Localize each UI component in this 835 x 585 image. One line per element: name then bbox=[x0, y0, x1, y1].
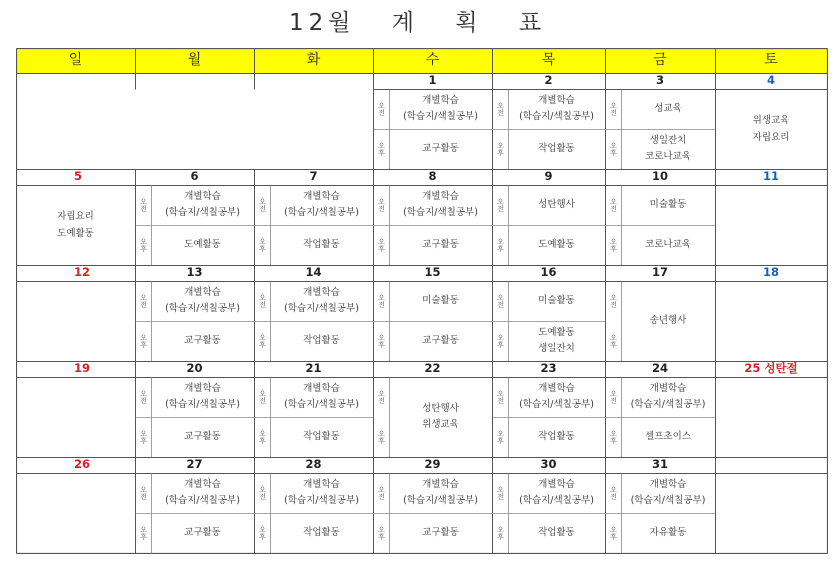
activity-text: 미술활동 bbox=[649, 199, 687, 210]
slot-tag-label: 오후 bbox=[258, 334, 267, 348]
slot-tag-label: 오전 bbox=[496, 294, 505, 308]
slot-tag-label: 오후 bbox=[609, 238, 618, 252]
slot-tag-label: 오후 bbox=[377, 142, 386, 156]
activity-text: 생일잔치 bbox=[538, 343, 575, 354]
page-title bbox=[0, 4, 835, 37]
activity-text: (학습지/색칠공부) bbox=[284, 399, 359, 410]
activity-text: (학습지/색칠공부) bbox=[630, 495, 706, 506]
title-word-3: 표 bbox=[518, 10, 547, 36]
activity-text: 도예활동 bbox=[57, 228, 94, 239]
slot-tag-label: 오전 bbox=[496, 198, 505, 212]
slot-tag-label: 오후 bbox=[377, 526, 386, 540]
activity-text: 교구활동 bbox=[184, 335, 221, 346]
activity-text: 개별학습 bbox=[422, 191, 459, 202]
day-number: 2 bbox=[544, 73, 553, 87]
activity-text: 교구활동 bbox=[422, 143, 459, 154]
slot-tag-label: 오후 bbox=[139, 334, 148, 348]
day-number: 29 bbox=[424, 457, 441, 471]
day-number: 10 bbox=[651, 169, 668, 183]
slot-tag-label: 오후 bbox=[139, 238, 148, 252]
activity-text: 개별학습 bbox=[303, 191, 340, 202]
activity-text: (학습지/색칠공부) bbox=[284, 207, 359, 218]
weekday-header: 토 bbox=[715, 48, 827, 73]
activity-text: (학습지/색칠공부) bbox=[403, 495, 478, 506]
activity-text: 작업활동 bbox=[303, 239, 340, 250]
activity-text: 작업활동 bbox=[538, 143, 575, 154]
slot-tag-label: 오전 bbox=[139, 198, 148, 212]
slot-tag-label: 오후 bbox=[258, 238, 267, 252]
activity-text: 개별학습 bbox=[184, 383, 221, 394]
activity-text: 개별학습 bbox=[184, 191, 221, 202]
activity-text: 도예활동 bbox=[538, 327, 575, 338]
activity-text: (학습지/색칠공부) bbox=[165, 207, 240, 218]
slot-tag-label: 오후 bbox=[496, 526, 505, 540]
activity-text: 작업활동 bbox=[538, 431, 575, 442]
slot-tag-label: 오전 bbox=[609, 198, 618, 212]
slot-tag-label: 오전 bbox=[258, 486, 267, 500]
activity-text: 생일잔치 bbox=[649, 135, 687, 146]
day-number: 31 bbox=[651, 457, 668, 471]
activity-text: 도예활동 bbox=[538, 239, 575, 250]
slot-tag-label: 오전 bbox=[609, 486, 618, 500]
day-number: 30 bbox=[540, 457, 557, 471]
activity-text: 개별학습 bbox=[538, 95, 575, 106]
slot-tag-label: 오후 bbox=[377, 238, 386, 252]
activity-text: 개별학습 bbox=[303, 287, 340, 298]
day-number: 20 bbox=[186, 361, 203, 375]
activity-text: (학습지/색칠공부) bbox=[165, 495, 240, 506]
activity-text: (학습지/색칠공부) bbox=[519, 111, 594, 122]
activity-text: 개별학습 bbox=[303, 479, 340, 490]
slot-tag-label: 오전 bbox=[609, 390, 618, 404]
day-number: 23 bbox=[540, 361, 557, 375]
activity-text: (학습지/색칠공부) bbox=[403, 111, 478, 122]
day-number: 22 bbox=[424, 361, 441, 375]
weekday-header: 월 bbox=[135, 48, 254, 73]
activity-text: 작업활동 bbox=[303, 335, 340, 346]
slot-tag-label: 오후 bbox=[258, 526, 267, 540]
activity-text: 개별학습 bbox=[649, 479, 687, 490]
activity-text: 개별학습 bbox=[422, 479, 459, 490]
activity-text: 자립요리 bbox=[752, 132, 790, 143]
slot-tag-label: 오후 bbox=[609, 142, 618, 156]
activity-text: 성탄행사 bbox=[422, 403, 459, 414]
title-month: 12월 bbox=[288, 10, 356, 36]
day-number: 17 bbox=[651, 265, 668, 279]
slot-tag-label: 오전 bbox=[496, 102, 505, 116]
weekday-header: 목 bbox=[492, 48, 605, 73]
activity-text: 교구활동 bbox=[422, 335, 459, 346]
activity-text: 개별학습 bbox=[184, 287, 221, 298]
slot-tag-label: 오후 bbox=[377, 334, 386, 348]
slot-tag-label: 오후 bbox=[609, 526, 618, 540]
day-number: 18 bbox=[762, 265, 779, 279]
slot-tag-label: 오후 bbox=[258, 430, 267, 444]
slot-tag-label: 오전 bbox=[496, 390, 505, 404]
activity-text: 개별학습 bbox=[538, 479, 575, 490]
day-number: 24 bbox=[651, 361, 668, 375]
activity-text: 도예활동 bbox=[184, 239, 221, 250]
activity-text: 코로나교육 bbox=[645, 239, 691, 250]
activity-text: 미술활동 bbox=[422, 295, 459, 306]
slot-tag-label: 오전 bbox=[258, 294, 267, 308]
activity-text: (학습지/색칠공부) bbox=[519, 495, 594, 506]
activity-text: (학습지/색칠공부) bbox=[165, 399, 240, 410]
day-number: 1 bbox=[428, 73, 437, 87]
day-number: 6 bbox=[190, 169, 199, 183]
activity-text: (학습지/색칠공부) bbox=[403, 207, 478, 218]
activity-text: 셀프초이스 bbox=[645, 431, 691, 442]
slot-tag-label: 오전 bbox=[258, 390, 267, 404]
day-number: 19 bbox=[74, 361, 91, 375]
activity-text: 위생교육 bbox=[422, 419, 459, 430]
activity-text: (학습지/색칠공부) bbox=[165, 303, 240, 314]
slot-tag-label: 오전 bbox=[258, 198, 267, 212]
activity-text: 코로나교육 bbox=[645, 151, 691, 162]
activity-text: 교구활동 bbox=[422, 239, 459, 250]
activity-text: 자유활동 bbox=[649, 527, 687, 538]
day-number: 26 bbox=[74, 457, 91, 471]
day-number: 3 bbox=[655, 73, 664, 87]
activity-text: (학습지/색칠공부) bbox=[284, 303, 359, 314]
activity-text: 위생교육 bbox=[752, 115, 790, 126]
day-number: 27 bbox=[186, 457, 203, 471]
day-number: 13 bbox=[186, 265, 203, 279]
day-number: 11 bbox=[762, 169, 779, 183]
activity-text: 자립요리 bbox=[57, 211, 94, 222]
activity-text: (학습지/색칠공부) bbox=[519, 399, 594, 410]
activity-text: 교구활동 bbox=[184, 431, 221, 442]
activity-text: 교구활동 bbox=[422, 527, 459, 538]
weekday-header: 화 bbox=[254, 48, 373, 73]
activity-text: 개별학습 bbox=[538, 383, 575, 394]
activity-text: (학습지/색칠공부) bbox=[284, 495, 359, 506]
day-number: 8 bbox=[428, 169, 437, 183]
day-number: 28 bbox=[305, 457, 322, 471]
slot-tag-label: 오후 bbox=[139, 430, 148, 444]
activity-text: 미술활동 bbox=[538, 295, 575, 306]
weekday-header: 수 bbox=[373, 48, 492, 73]
activity-text: 개별학습 bbox=[184, 479, 221, 490]
slot-tag-label: 오후 bbox=[139, 526, 148, 540]
activity-text: 개별학습 bbox=[422, 95, 459, 106]
slot-tag-label: 오후 bbox=[377, 430, 386, 444]
activity-text: 개별학습 bbox=[303, 383, 340, 394]
slot-tag-label: 오전 bbox=[496, 486, 505, 500]
slot-tag-label: 오전 bbox=[139, 390, 148, 404]
slot-tag-label: 오전 bbox=[377, 294, 386, 308]
activity-text: 성탄행사 bbox=[538, 199, 575, 210]
slot-tag-label: 오전 bbox=[139, 294, 148, 308]
activity-text: 성교육 bbox=[654, 103, 682, 114]
day-number: 25 성탄절 bbox=[744, 361, 798, 375]
activity-text: 작업활동 bbox=[538, 527, 575, 538]
slot-tag-label: 오전 bbox=[609, 102, 618, 116]
day-number: 4 bbox=[766, 73, 775, 87]
activity-text: 송년행사 bbox=[649, 315, 687, 326]
slot-tag-label: 오전 bbox=[609, 294, 618, 308]
day-number: 16 bbox=[540, 265, 557, 279]
slot-tag-label: 오후 bbox=[609, 430, 618, 444]
activity-text: 개별학습 bbox=[649, 383, 687, 394]
day-number: 21 bbox=[305, 361, 322, 375]
day-number: 15 bbox=[424, 265, 441, 279]
slot-tag-label: 오후 bbox=[496, 238, 505, 252]
day-number: 7 bbox=[309, 169, 318, 183]
activity-text: 작업활동 bbox=[303, 527, 340, 538]
slot-tag-label: 오후 bbox=[496, 334, 505, 348]
day-number: 9 bbox=[544, 169, 553, 183]
day-number: 5 bbox=[74, 169, 83, 183]
title-word-1: 계 bbox=[391, 10, 419, 36]
slot-tag-label: 오전 bbox=[377, 102, 386, 116]
slot-tag-label: 오후 bbox=[496, 430, 505, 444]
slot-tag-label: 오전 bbox=[139, 486, 148, 500]
slot-tag-label: 오전 bbox=[377, 390, 386, 404]
slot-tag-label: 오전 bbox=[377, 486, 386, 500]
slot-tag-label: 오전 bbox=[377, 198, 386, 212]
weekday-header: 일 bbox=[16, 48, 135, 73]
slot-tag-label: 오후 bbox=[496, 142, 505, 156]
table-grid-lines bbox=[16, 48, 828, 554]
day-number: 14 bbox=[305, 265, 322, 279]
activity-text: 교구활동 bbox=[184, 527, 221, 538]
day-number: 12 bbox=[74, 265, 91, 279]
weekday-header: 금 bbox=[605, 48, 715, 73]
activity-text: (학습지/색칠공부) bbox=[630, 399, 706, 410]
title-word-2: 획 bbox=[455, 10, 483, 36]
activity-text: 작업활동 bbox=[303, 431, 340, 442]
slot-tag-label: 오후 bbox=[609, 334, 618, 348]
